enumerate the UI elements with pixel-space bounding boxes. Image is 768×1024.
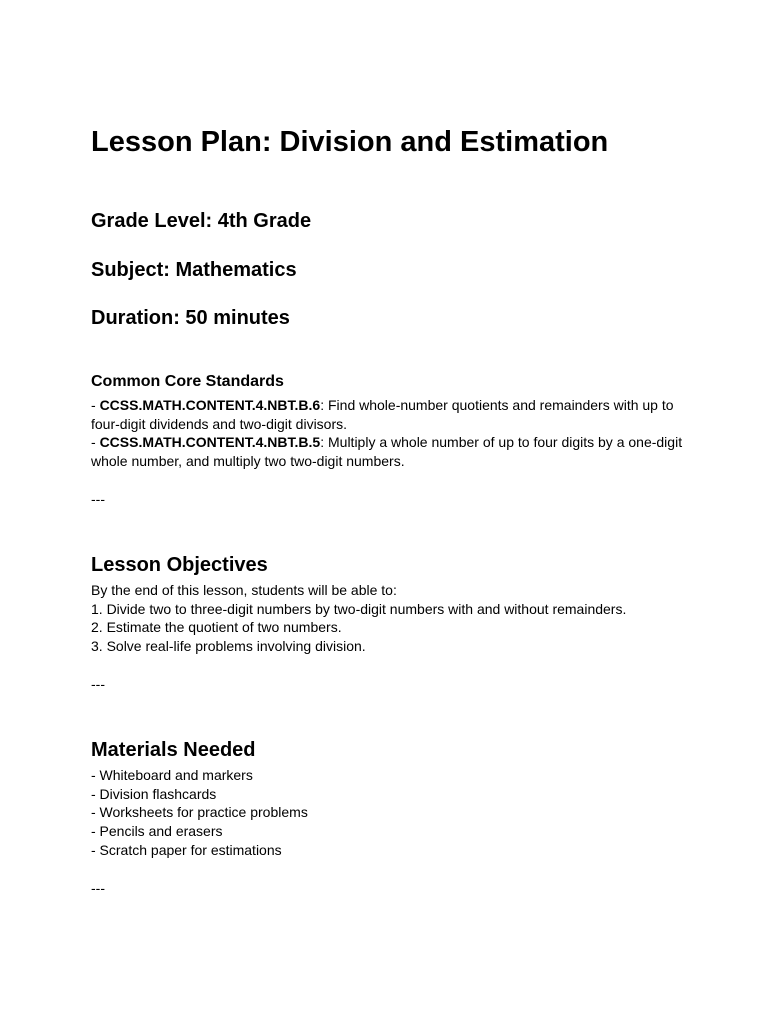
standard-item-1-line-2: four-digit dividends and two-digit divisors. xyxy=(91,415,348,432)
standard-item-2-line-2: whole number, and multiply two two-digit numbers. xyxy=(91,453,405,470)
standards-heading: Common Core Standards xyxy=(91,373,284,390)
section-separator: --- xyxy=(91,676,105,692)
page-title: Lesson Plan: Division and Estimation xyxy=(91,126,609,158)
standard-item-1-line-1 xyxy=(91,396,691,415)
materials-heading: Materials Needed xyxy=(91,739,256,761)
list-item: 3. Solve real-life problems involving division. xyxy=(91,638,366,655)
objectives-heading: Lesson Objectives xyxy=(91,554,268,576)
objectives-intro: By the end of this lesson, students will be able to: xyxy=(91,582,397,598)
list-item: 1. Divide two to three-digit numbers by two-digit numbers with and without remainders. xyxy=(91,600,627,617)
list-item: 2. Estimate the quotient of two numbers. xyxy=(91,619,342,636)
standard-description: : Find whole-number quotients and remainders with up to xyxy=(320,397,674,413)
grade-level: Grade Level: 4th Grade xyxy=(91,210,312,232)
standard-code: CCSS.MATH.CONTENT.4.NBT.B.5 xyxy=(99,434,321,451)
list-item: - Pencils and erasers xyxy=(91,823,223,840)
list-item: - Scratch paper for estimations xyxy=(91,841,282,858)
list-bullet: - xyxy=(91,397,100,413)
list-item: - Whiteboard and markers xyxy=(91,767,253,783)
list-item: - Division flashcards xyxy=(91,785,217,802)
standard-code: CCSS.MATH.CONTENT.4.NBT.B.6 xyxy=(99,397,321,413)
section-separator: --- xyxy=(91,491,105,507)
section-separator: --- xyxy=(91,880,105,896)
subject: Subject: Mathematics xyxy=(91,259,297,281)
objectives-list xyxy=(91,581,691,656)
standard-item-2-line-1 xyxy=(91,433,691,452)
duration: Duration: 50 minutes xyxy=(91,307,290,329)
list-bullet: - xyxy=(91,434,100,451)
list-item: - Worksheets for practice problems xyxy=(91,804,308,821)
standards-list xyxy=(91,396,691,471)
materials-list xyxy=(91,766,691,860)
standard-description: : Multiply a whole number of up to four digits by a one-digit xyxy=(320,434,683,451)
